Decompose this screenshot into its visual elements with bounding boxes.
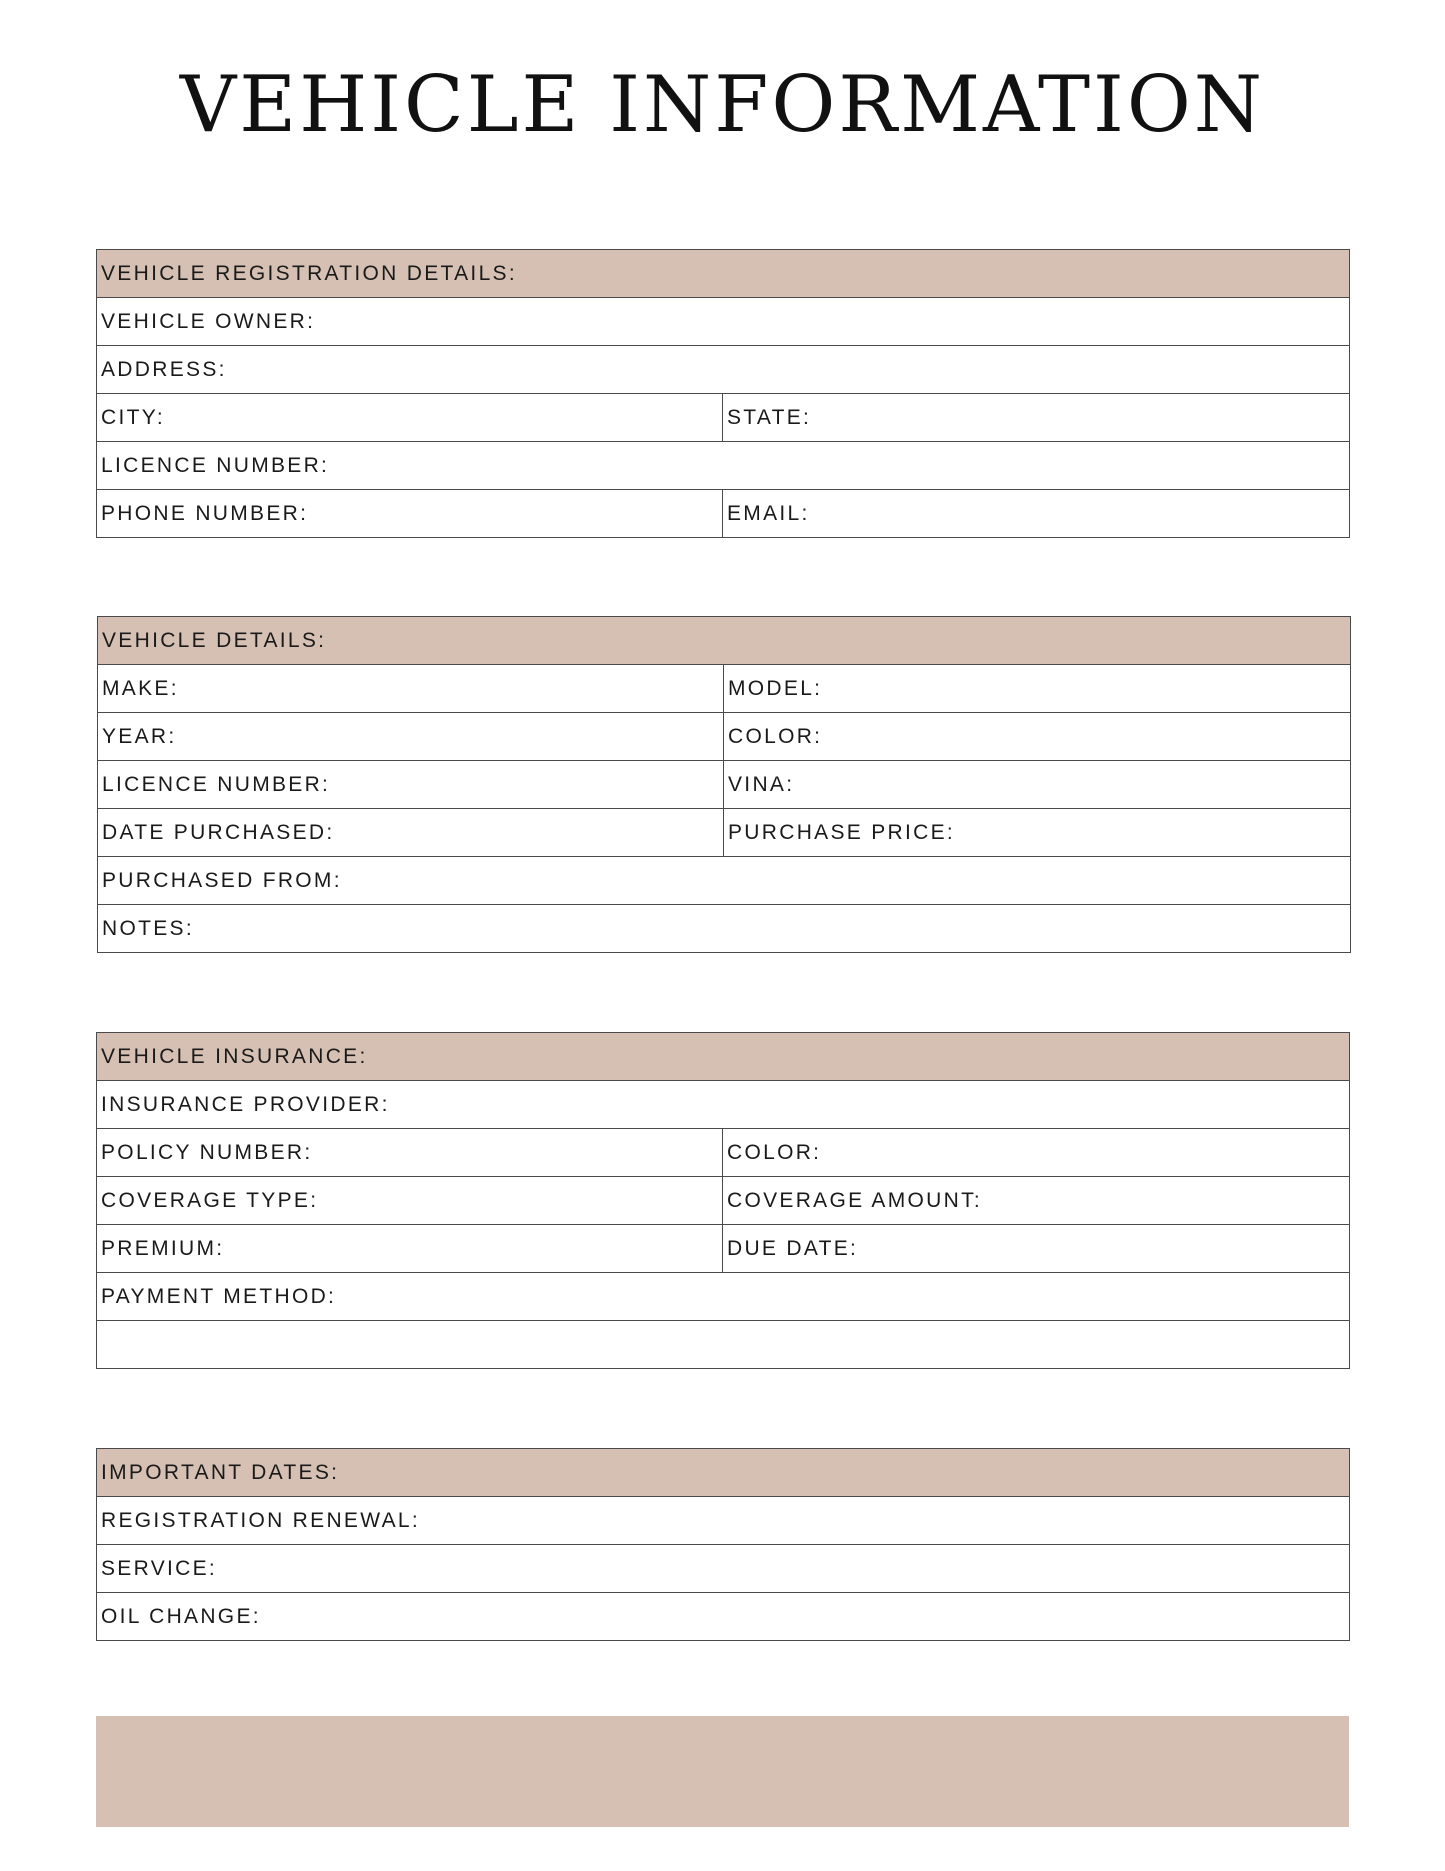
vehicle-owner-field[interactable]: VEHICLE OWNER: bbox=[97, 298, 1350, 346]
form-row bbox=[97, 1497, 1350, 1545]
model-field[interactable]: MODEL: bbox=[724, 665, 1351, 713]
registration-renewal-field[interactable]: REGISTRATION RENEWAL: bbox=[97, 1497, 1350, 1545]
licence-number-field[interactable]: LICENCE NUMBER: bbox=[97, 442, 1350, 490]
form-row bbox=[97, 1225, 1350, 1273]
form-row bbox=[97, 490, 1350, 538]
vehicle-details-header: VEHICLE DETAILS: bbox=[98, 617, 1351, 665]
oil-change-field[interactable]: OIL CHANGE: bbox=[97, 1593, 1350, 1641]
insurance-color-field[interactable]: COLOR: bbox=[723, 1129, 1350, 1177]
form-row bbox=[97, 1545, 1350, 1593]
email-field[interactable]: EMAIL: bbox=[723, 490, 1350, 538]
form-row bbox=[97, 1273, 1350, 1321]
state-field[interactable]: STATE: bbox=[723, 394, 1350, 442]
form-row bbox=[98, 713, 1351, 761]
form-row bbox=[97, 442, 1350, 490]
form-row bbox=[97, 1321, 1350, 1369]
vehicle-insurance-table bbox=[96, 1032, 1350, 1369]
form-row bbox=[98, 857, 1351, 905]
blank-field[interactable] bbox=[97, 1321, 1350, 1369]
payment-method-field[interactable]: PAYMENT METHOD: bbox=[97, 1273, 1350, 1321]
year-field[interactable]: YEAR: bbox=[98, 713, 724, 761]
city-field[interactable]: CITY: bbox=[97, 394, 723, 442]
insurance-provider-field[interactable]: INSURANCE PROVIDER: bbox=[97, 1081, 1350, 1129]
section-header-row bbox=[97, 250, 1350, 298]
form-row bbox=[97, 298, 1350, 346]
form-row bbox=[97, 1593, 1350, 1641]
date-purchased-field[interactable]: DATE PURCHASED: bbox=[98, 809, 724, 857]
vehicle-insurance-header: VEHICLE INSURANCE: bbox=[97, 1033, 1350, 1081]
section-header-row bbox=[97, 1033, 1350, 1081]
purchase-price-field[interactable]: PURCHASE PRICE: bbox=[724, 809, 1351, 857]
address-field[interactable]: ADDRESS: bbox=[97, 346, 1350, 394]
form-row bbox=[97, 1129, 1350, 1177]
registration-details-header: VEHICLE REGISTRATION DETAILS: bbox=[97, 250, 1350, 298]
premium-field[interactable]: PREMIUM: bbox=[97, 1225, 723, 1273]
service-field[interactable]: SERVICE: bbox=[97, 1545, 1350, 1593]
phone-number-field[interactable]: PHONE NUMBER: bbox=[97, 490, 723, 538]
section-header-row bbox=[97, 1449, 1350, 1497]
licence-number-field[interactable]: LICENCE NUMBER: bbox=[98, 761, 724, 809]
notes-field[interactable]: NOTES: bbox=[98, 905, 1351, 953]
purchased-from-field[interactable]: PURCHASED FROM: bbox=[98, 857, 1351, 905]
form-row bbox=[97, 394, 1350, 442]
section-header-row bbox=[98, 617, 1351, 665]
page-title: VEHICLE INFORMATION bbox=[179, 60, 1266, 150]
important-dates-table bbox=[96, 1448, 1350, 1641]
registration-details-table bbox=[96, 249, 1350, 538]
form-row bbox=[98, 665, 1351, 713]
vina-field[interactable]: VINA: bbox=[724, 761, 1351, 809]
make-field[interactable]: MAKE: bbox=[98, 665, 724, 713]
coverage-type-field[interactable]: COVERAGE TYPE: bbox=[97, 1177, 723, 1225]
color-field[interactable]: COLOR: bbox=[724, 713, 1351, 761]
form-row bbox=[98, 761, 1351, 809]
footer-band bbox=[96, 1716, 1349, 1827]
due-date-field[interactable]: DUE DATE: bbox=[723, 1225, 1350, 1273]
form-row bbox=[97, 1177, 1350, 1225]
coverage-amount-field[interactable]: COVERAGE AMOUNT: bbox=[723, 1177, 1350, 1225]
form-row bbox=[98, 905, 1351, 953]
vehicle-details-table bbox=[97, 616, 1351, 953]
form-row bbox=[98, 809, 1351, 857]
form-row bbox=[97, 1081, 1350, 1129]
important-dates-header: IMPORTANT DATES: bbox=[97, 1449, 1350, 1497]
form-row bbox=[97, 346, 1350, 394]
policy-number-field[interactable]: POLICY NUMBER: bbox=[97, 1129, 723, 1177]
